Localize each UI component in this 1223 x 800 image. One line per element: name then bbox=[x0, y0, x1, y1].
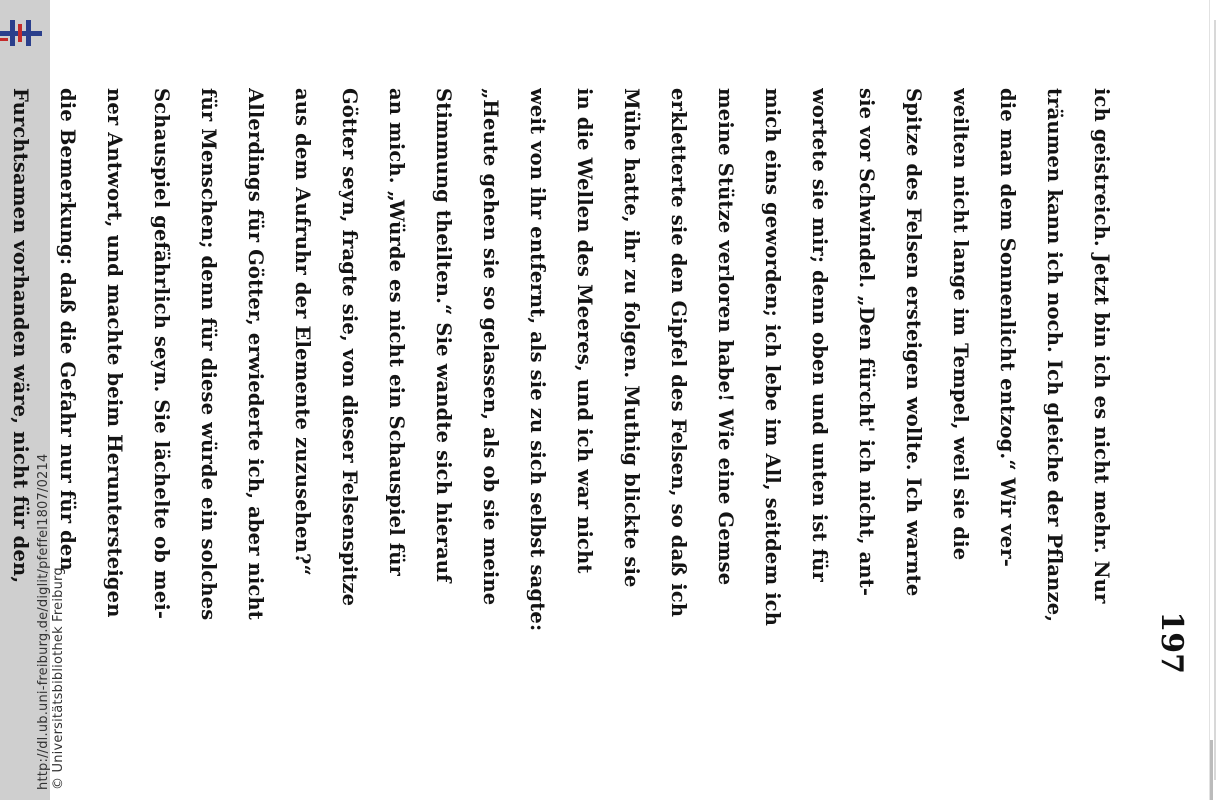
text-line: sie vor Schwindel. „Den fürcht' ich nicht, ant- bbox=[855, 88, 878, 597]
page-number: 197 bbox=[1154, 611, 1189, 674]
text-line: Furchtsamen vorhanden wäre, nicht für den, bbox=[9, 88, 32, 584]
text-line: „Heute gehen sie so gelassen, als ob sie meine bbox=[479, 88, 502, 606]
text-line: Schauspiel gefährlich seyn. Sie lächelte ob mei- bbox=[150, 88, 173, 620]
credit-url[interactable]: http://dl.ub.uni-freiburg.de/diglit/pfeffel1807/0214 bbox=[36, 453, 51, 790]
text-line: wortete sie mir; denn oben und unten ist für bbox=[808, 88, 831, 582]
text-line: Stimmung theilten.“ Sie wandte sich hierauf bbox=[432, 88, 455, 583]
text-line: die man dem Sonnenlicht entzog.“ Wir ver- bbox=[996, 88, 1019, 568]
text-line: mich eins geworden; ich lebe im All, seitdem ich bbox=[761, 88, 784, 627]
text-line: ner Antwort, und machte beim Heruntersteigen bbox=[103, 88, 126, 618]
text-line: weilten nicht lange im Tempel, weil sie die bbox=[949, 88, 972, 561]
credit-copyright: © Universitätsbibliothek Freiburg bbox=[51, 567, 66, 790]
text-line: weit von ihr entfernt, als sie zu sich selbst sagte: bbox=[526, 88, 549, 632]
page-text bbox=[0, 88, 1125, 668]
text-line: erkletterte sie den Gipfel des Felsen, so daß ich bbox=[667, 88, 690, 618]
text-line: Spitze des Felsen ersteigen wollte. Ich warnte bbox=[902, 88, 925, 597]
text-line: träumen kann ich noch. Ich gleiche der Pflanze, bbox=[1043, 88, 1066, 623]
text-line: Mühe hatte, ihr zu folgen. Muthig blickte sie bbox=[620, 88, 643, 588]
text-line: Allerdings für Götter, erwiederte ich, aber nicht bbox=[244, 88, 267, 620]
text-line: in die Wellen des Meeres, und ich war nicht bbox=[573, 88, 596, 574]
text-line: aus dem Aufruhr der Elemente zuzusehen?“ bbox=[291, 88, 314, 576]
page-edge bbox=[1209, 0, 1223, 800]
text-line: die Bemerkung: daß die Gefahr nur für den bbox=[56, 88, 79, 571]
text-line: an mich. „Würde es nicht ein Schauspiel für bbox=[385, 88, 408, 576]
text-line: ich geistreich. Jetzt bin ich es nicht mehr. Nur bbox=[1090, 88, 1113, 604]
text-line: für Menschen; denn für diese würde ein solches bbox=[197, 88, 220, 621]
text-line: meine Stütze verloren habe! Wie eine Gemse bbox=[714, 88, 737, 586]
text-line: Götter seyn, fragte sie, von dieser Felsenspitze bbox=[338, 88, 361, 607]
